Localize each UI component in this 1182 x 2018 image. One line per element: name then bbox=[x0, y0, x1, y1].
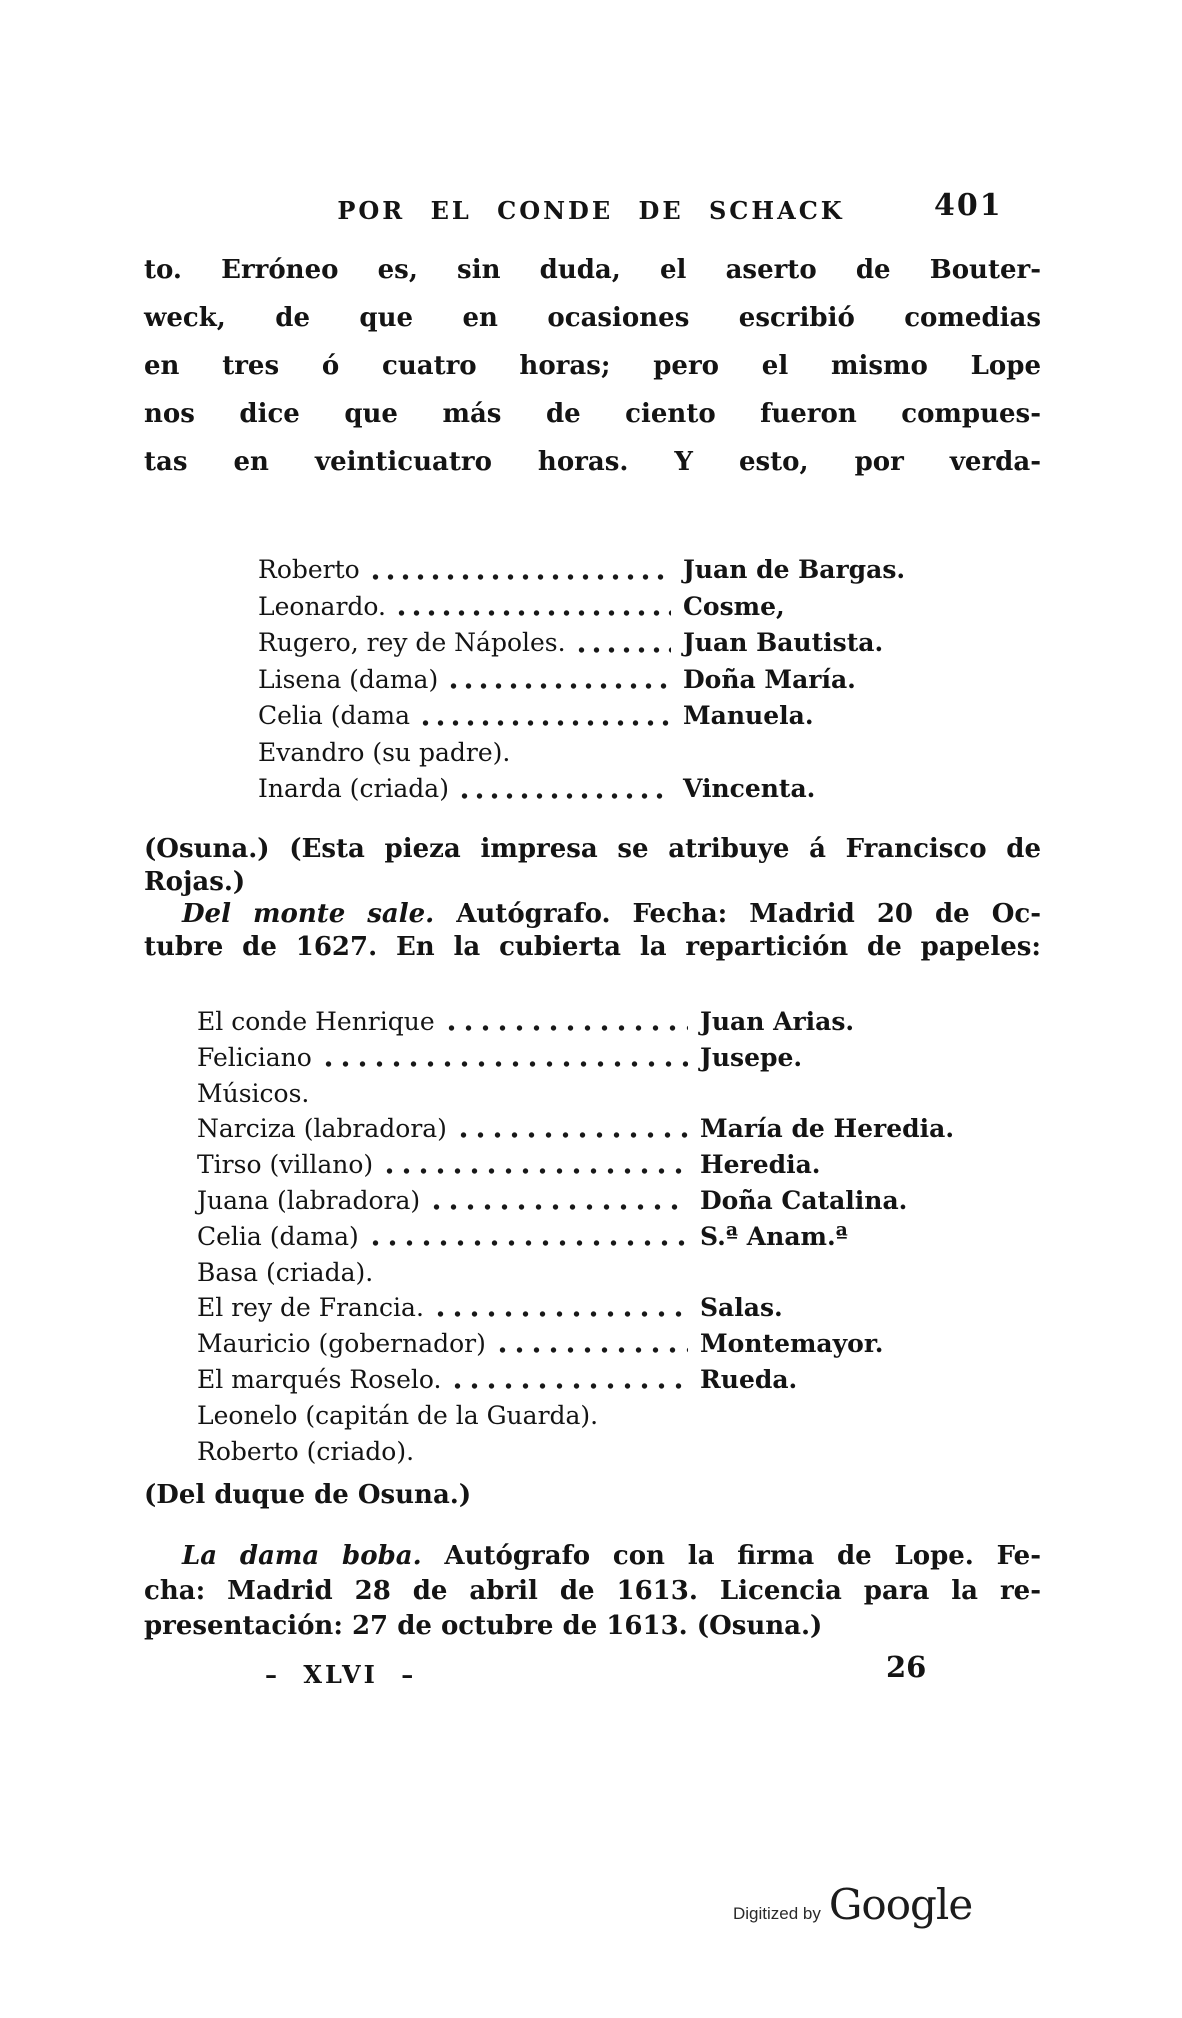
role-name: Rugero, rey de Nápoles. bbox=[258, 628, 566, 657]
role-name: Celia (dama) bbox=[197, 1221, 359, 1251]
role-name: Leonardo. bbox=[258, 591, 386, 621]
footer-page-number: 26 bbox=[886, 1650, 927, 1684]
actor-name: Manuela. bbox=[683, 701, 814, 730]
text-line: (Del duque de Osuna.) bbox=[144, 1480, 472, 1510]
dot-leader bbox=[447, 1362, 688, 1398]
dot-leader bbox=[572, 625, 671, 662]
actor-name: Juan Arias. bbox=[700, 1007, 855, 1036]
cast-row bbox=[197, 1398, 1048, 1434]
role-name: El marqués Roselo. bbox=[197, 1364, 442, 1394]
actor-name: Heredia. bbox=[700, 1150, 821, 1180]
cast-row bbox=[197, 1004, 1048, 1040]
dot-leader bbox=[365, 1219, 688, 1255]
cast-row bbox=[197, 1076, 1048, 1112]
note-osuna bbox=[144, 833, 1041, 899]
role-name: Tirso (villano) bbox=[197, 1150, 374, 1180]
text-line: Rojas.) bbox=[144, 867, 246, 897]
cast-row bbox=[197, 1362, 1048, 1398]
dot-leader bbox=[441, 1004, 688, 1040]
cast-row bbox=[258, 662, 1040, 699]
dot-leader bbox=[426, 1183, 688, 1219]
dot-leader bbox=[318, 1040, 688, 1076]
cast-row bbox=[197, 1040, 1048, 1076]
cast-row bbox=[197, 1111, 1048, 1147]
note-del-duque bbox=[144, 1479, 1041, 1512]
cast-row bbox=[197, 1434, 1048, 1470]
dot-leader bbox=[455, 771, 671, 808]
actor-name: Juan de Bargas. bbox=[683, 555, 906, 584]
work-title-italic: La dama boba. bbox=[182, 1541, 422, 1571]
dot-leader bbox=[444, 662, 671, 699]
actor-name: Jusepe. bbox=[700, 1042, 803, 1072]
role-name: Músicos. bbox=[197, 1078, 310, 1108]
text-line: La dama boba. Autógrafo con la firma de Lope. Fe- bbox=[182, 1541, 1041, 1571]
actor-name: Juan Bautista. bbox=[683, 628, 884, 657]
text-line: tubre de 1627. En la cubierta la repartición de papeles: bbox=[144, 932, 1041, 962]
role-name: Basa (criada). bbox=[197, 1257, 374, 1287]
dot-leader bbox=[430, 1290, 688, 1326]
cast-row bbox=[258, 552, 1040, 589]
cast-row bbox=[258, 589, 1040, 626]
actor-name: Vincenta. bbox=[683, 774, 816, 803]
digitized-by-label: Digitized by bbox=[733, 1904, 821, 1923]
cast-row bbox=[197, 1219, 1048, 1255]
role-name: Juana (labradora) bbox=[197, 1185, 421, 1215]
cast-row bbox=[197, 1290, 1048, 1326]
google-logo: Google bbox=[828, 1880, 973, 1929]
role-name: Roberto (criado). bbox=[197, 1436, 415, 1466]
actor-name: Cosme, bbox=[683, 591, 785, 621]
role-name: Leonelo (capitán de la Guarda). bbox=[197, 1400, 599, 1430]
text-line: nos dice que más de ciento fueron compues- bbox=[144, 399, 1041, 429]
entry-del-monte bbox=[144, 898, 1041, 964]
cast-list-2 bbox=[197, 1004, 1048, 1469]
watermark bbox=[733, 1880, 972, 1929]
cast-row bbox=[258, 735, 1040, 772]
text-line: to. Erróneo es, sin duda, el aserto de Bouter- bbox=[144, 255, 1041, 285]
header-page-number: 401 bbox=[934, 188, 1003, 223]
text-line: tas en veinticuatro horas. Y esto, por verda- bbox=[144, 447, 1041, 477]
dot-leader bbox=[453, 1111, 688, 1147]
text-line: Del monte sale. Autógrafo. Fecha: Madrid 20 de Oc- bbox=[182, 899, 1041, 929]
entry-la-dama-boba bbox=[144, 1539, 1041, 1644]
cast-row bbox=[197, 1255, 1048, 1291]
dot-leader bbox=[492, 1326, 688, 1362]
role-name: Roberto bbox=[258, 555, 360, 584]
actor-name: S.ª Anam.ª bbox=[700, 1221, 848, 1251]
text-line: weck, de que en ocasiones escribió comedias bbox=[144, 303, 1041, 333]
role-name: Lisena (dama) bbox=[258, 664, 439, 694]
cast-row bbox=[197, 1326, 1048, 1362]
dot-leader bbox=[392, 589, 671, 626]
role-name: Mauricio (gobernador) bbox=[197, 1329, 486, 1359]
actor-name: María de Heredia. bbox=[700, 1114, 955, 1144]
dot-leader bbox=[416, 698, 671, 735]
role-name: Evandro (su padre). bbox=[258, 737, 511, 767]
cast-row bbox=[258, 771, 1040, 808]
cast-row bbox=[258, 698, 1040, 735]
actor-name: Doña María. bbox=[683, 664, 856, 694]
role-name: El conde Henrique bbox=[197, 1007, 435, 1036]
paragraph-intro bbox=[144, 246, 1041, 486]
role-name: Inarda (criada) bbox=[258, 774, 449, 803]
actor-name: Montemayor. bbox=[700, 1329, 884, 1359]
actor-name: Rueda. bbox=[700, 1364, 798, 1394]
text-line: en tres ó cuatro horas; pero el mismo Lope bbox=[144, 351, 1041, 381]
running-header-title: POR EL CONDE DE SCHACK bbox=[337, 196, 845, 225]
role-name: Narciza (labradora) bbox=[197, 1114, 447, 1144]
text-line: cha: Madrid 28 de abril de 1613. Licencia para la re- bbox=[144, 1576, 1041, 1606]
footer-signature: – XLVI – bbox=[265, 1660, 417, 1689]
cast-row bbox=[258, 625, 1040, 662]
role-name: Feliciano bbox=[197, 1042, 312, 1072]
role-name: Celia (dama bbox=[258, 701, 411, 730]
dot-leader bbox=[366, 552, 671, 589]
role-name: El rey de Francia. bbox=[197, 1293, 424, 1323]
actor-name: Doña Catalina. bbox=[700, 1185, 908, 1215]
dot-leader bbox=[379, 1147, 688, 1183]
work-title-italic: Del monte sale. bbox=[182, 899, 435, 929]
cast-row bbox=[197, 1147, 1048, 1183]
actor-name: Salas. bbox=[700, 1293, 783, 1323]
cast-list-1 bbox=[258, 552, 1040, 808]
cast-row bbox=[197, 1183, 1048, 1219]
text-line: (Osuna.) (Esta pieza impresa se atribuye á Francisco de bbox=[144, 834, 1041, 864]
text-line: presentación: 27 de octubre de 1613. (Osuna.) bbox=[144, 1611, 823, 1641]
